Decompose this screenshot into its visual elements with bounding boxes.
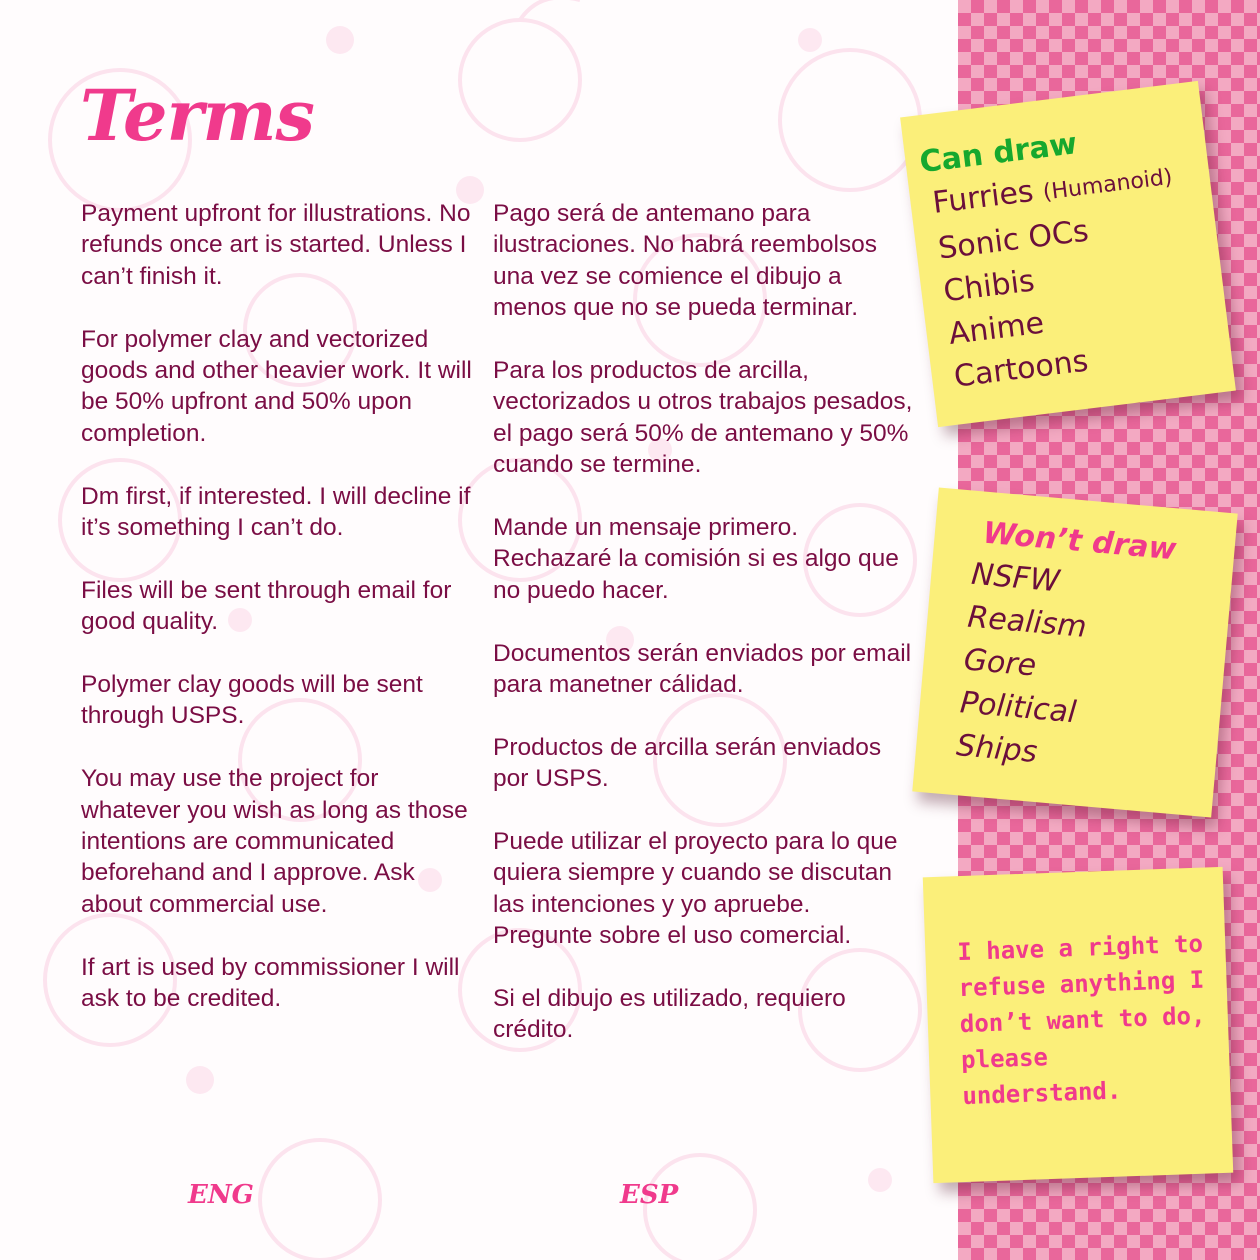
can-draw-furries: Furries	[930, 173, 1036, 221]
english-term-6: You may use the project for whatever you wish as long as those intentions are communicated beforehand and I approve. Ask about commercial use.	[81, 765, 468, 918]
wont-draw-item: NSFW	[969, 556, 1062, 600]
wont-draw-sticky-note	[912, 488, 1237, 818]
english-label: ENG	[188, 1180, 254, 1210]
can-draw-item: Anime	[946, 305, 1046, 352]
english-term-1: Payment upfront for illustrations. No refunds once art is started. Unless I can’t finish it.	[81, 200, 471, 290]
english-term-5: Polymer clay goods will be sent through USPS.	[81, 671, 423, 730]
spanish-terms-column	[493, 198, 913, 1077]
can-draw-item: Chibis	[941, 263, 1037, 310]
spanish-term-5: Productos de arcilla serán enviados por USPS.	[493, 733, 882, 793]
spanish-term-2: Para los productos de arcilla, vectorizados u otros trabajos pesados, el pago será 50% de antemano y 50% cuando se termine.	[493, 357, 913, 479]
can-draw-item: Sonic OCs	[936, 213, 1091, 267]
can-draw-item: Cartoons	[952, 343, 1091, 395]
can-draw-sticky-note	[900, 81, 1236, 427]
wont-draw-item: Realism	[966, 599, 1088, 645]
spanish-term-6: Puede utilizar el proyecto para lo que quiera siempre y cuando se discutan las intenciones y yo apruebe. Pregunte sobre el uso comercial.	[493, 828, 898, 950]
spanish-term-7: Si el dibujo es utilizado, requiero crédito.	[493, 985, 846, 1044]
english-term-7: If art is used by commissioner I will ask to be credited.	[81, 953, 460, 1013]
page-title: Terms	[80, 74, 314, 157]
refuse-message: I have a right to refuse anything I don’t want to do, please understand.	[956, 929, 1206, 1111]
spanish-term-4: Documentos serán enviados por email para manetner cálidad.	[493, 639, 912, 699]
wont-draw-item: Political	[958, 685, 1078, 731]
english-term-2: For polymer clay and vectorized goods and other heavier work. It will be 50% upfront and 50% upon completion.	[81, 325, 472, 447]
english-term-4: Files will be sent through email for good quality.	[81, 576, 452, 636]
wont-draw-item: Gore	[962, 642, 1038, 684]
wont-draw-heading: Won’t draw	[981, 515, 1178, 568]
refuse-sticky-note	[923, 867, 1233, 1183]
spanish-term-1: Pago será de antemano para ilustraciones. No habrá reembolsos una vez se comience el dibujo a menos que no se pueda terminar.	[493, 200, 878, 322]
spanish-term-3: Mande un mensaje primero. Rechazaré la comisión si es algo que no puedo hacer.	[493, 514, 899, 604]
wont-draw-item: Ships	[954, 728, 1039, 771]
can-draw-heading: Can draw	[917, 126, 1080, 181]
english-terms-column	[81, 198, 481, 1046]
can-draw-furries-note: (Humanoid)	[1041, 164, 1174, 206]
spanish-label: ESP	[620, 1180, 679, 1210]
english-term-3: Dm first, if interested. I will decline if it’s something I can’t do.	[81, 482, 471, 542]
